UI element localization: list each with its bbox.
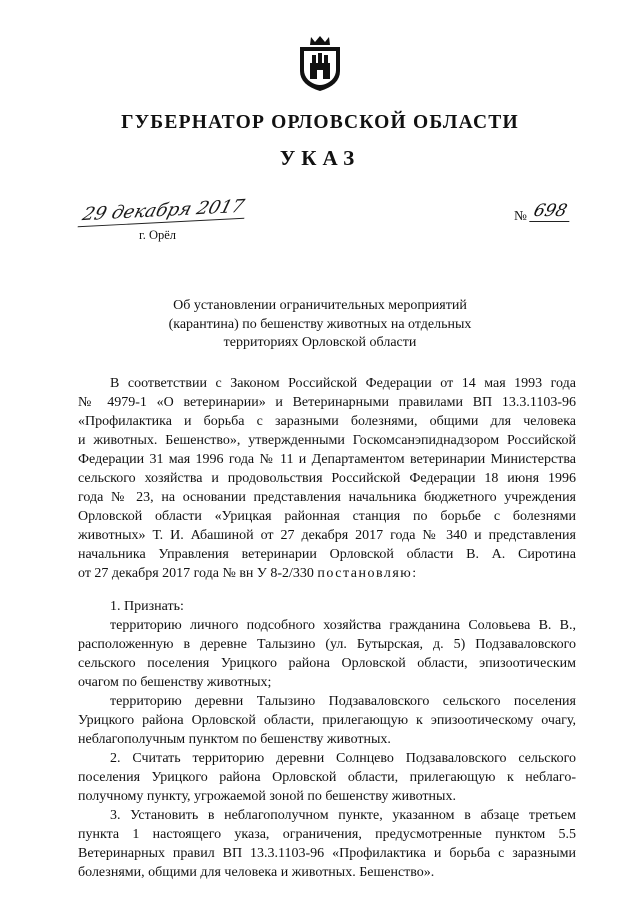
preamble-last-text: от 27 декабря 2017 года № вн У 8-2/330	[78, 566, 318, 581]
decree-word: постановляю:	[317, 566, 418, 581]
document-body	[78, 374, 576, 882]
item-1b-line: Урицкого района Орловской области, прилегающую к эпизоотическому очагу,	[78, 713, 576, 728]
issue-city: г. Орёл	[139, 228, 177, 242]
handwritten-number: 698	[529, 201, 575, 222]
preamble-line: № 4979-1 «О ветеринарии» и Ветеринарными правилами ВП 13.3.1103-96	[78, 395, 576, 410]
number-sign: №	[514, 208, 527, 223]
preamble-line: Орловской области «Урицкая районная станция по борьбе с болезнями	[78, 509, 576, 524]
item-1-heading: 1. Признать:	[110, 599, 184, 614]
item-2-line: 2. Считать территорию деревни Солнцево Подзаваловского сельского	[110, 751, 576, 766]
item-3-line: Ветеринарных правил ВП 13.3.1103-96 «Профилактика и борьба с заразными	[78, 846, 576, 861]
item-3-line: пункта 1 настоящего указа, ограничения, предусмотренные пунктом 5.5	[78, 827, 576, 842]
handwritten-date: 29 декабря 2017	[78, 196, 251, 228]
title-line: Об установлении ограничительных мероприятий	[173, 298, 467, 313]
item-1a-line: очагом по бешенству животных;	[78, 675, 272, 690]
item-1b-line: неблагополучным пунктом по бешенству животных.	[78, 732, 391, 747]
document-title	[120, 297, 520, 353]
preamble-line: Федерации 31 мая 1996 года № 11 и Департаментом ветеринарии Министерства	[78, 452, 576, 467]
preamble-line: года № 23, на основании представления начальника бюджетного учреждения	[78, 490, 576, 505]
item-1a-line: сельского поселения Урицкого района Орловской области, эпизоотическим	[78, 656, 576, 671]
preamble-line: сельского хозяйства и продовольствия Российской Федерации 18 июня 1996	[78, 471, 576, 486]
item-1a-line: территорию личного подсобного хозяйства гражданина Соловьева В. В.,	[110, 618, 576, 633]
document-type: УКАЗ	[279, 146, 361, 170]
issuing-authority: ГУБЕРНАТОР ОРЛОВСКОЙ ОБЛАСТИ	[121, 112, 519, 133]
item-2-line: получному пункту, угрожаемой зоной по бешенству животных.	[78, 789, 456, 804]
item-3-line: болезнями, общими для человека и животных. Бешенство».	[78, 865, 435, 880]
preamble-line: животных» Т. И. Абашиной от 27 декабря 2017 года № 340 и представления	[78, 528, 576, 543]
preamble-last-line	[78, 564, 576, 583]
preamble-line: начальника Управления ветеринарии Орловской области В. А. Сиротина	[78, 547, 576, 562]
preamble-line: и животных. Бешенство», утвержденными Госкомсанэпиднадзором Российской	[78, 433, 576, 448]
item-3-line: 3. Установить в неблагополучном пункте, указанном в абзаце третьем	[110, 808, 576, 823]
title-line: территориях Орловской области	[223, 335, 417, 350]
preamble-line: В соответствии с Законом Российской Федерации от 14 мая 1993 года	[110, 376, 576, 391]
preamble-line: «Профилактика и борьба с заразными болезнями, общими для человека	[78, 414, 576, 429]
item-1a-line: расположенную в деревне Талызино (ул. Бутырская, д. 5) Подзаваловского	[78, 637, 576, 652]
title-line: (карантина) по бешенству животных на отдельных	[168, 316, 472, 332]
item-1b-line: территорию деревни Талызино Подзаваловского сельского поселения	[110, 694, 576, 709]
item-2-line: поселения Урицкого района Орловской области, прилегающую к неблаго-	[78, 770, 576, 785]
coat-of-arms-icon	[297, 33, 343, 93]
